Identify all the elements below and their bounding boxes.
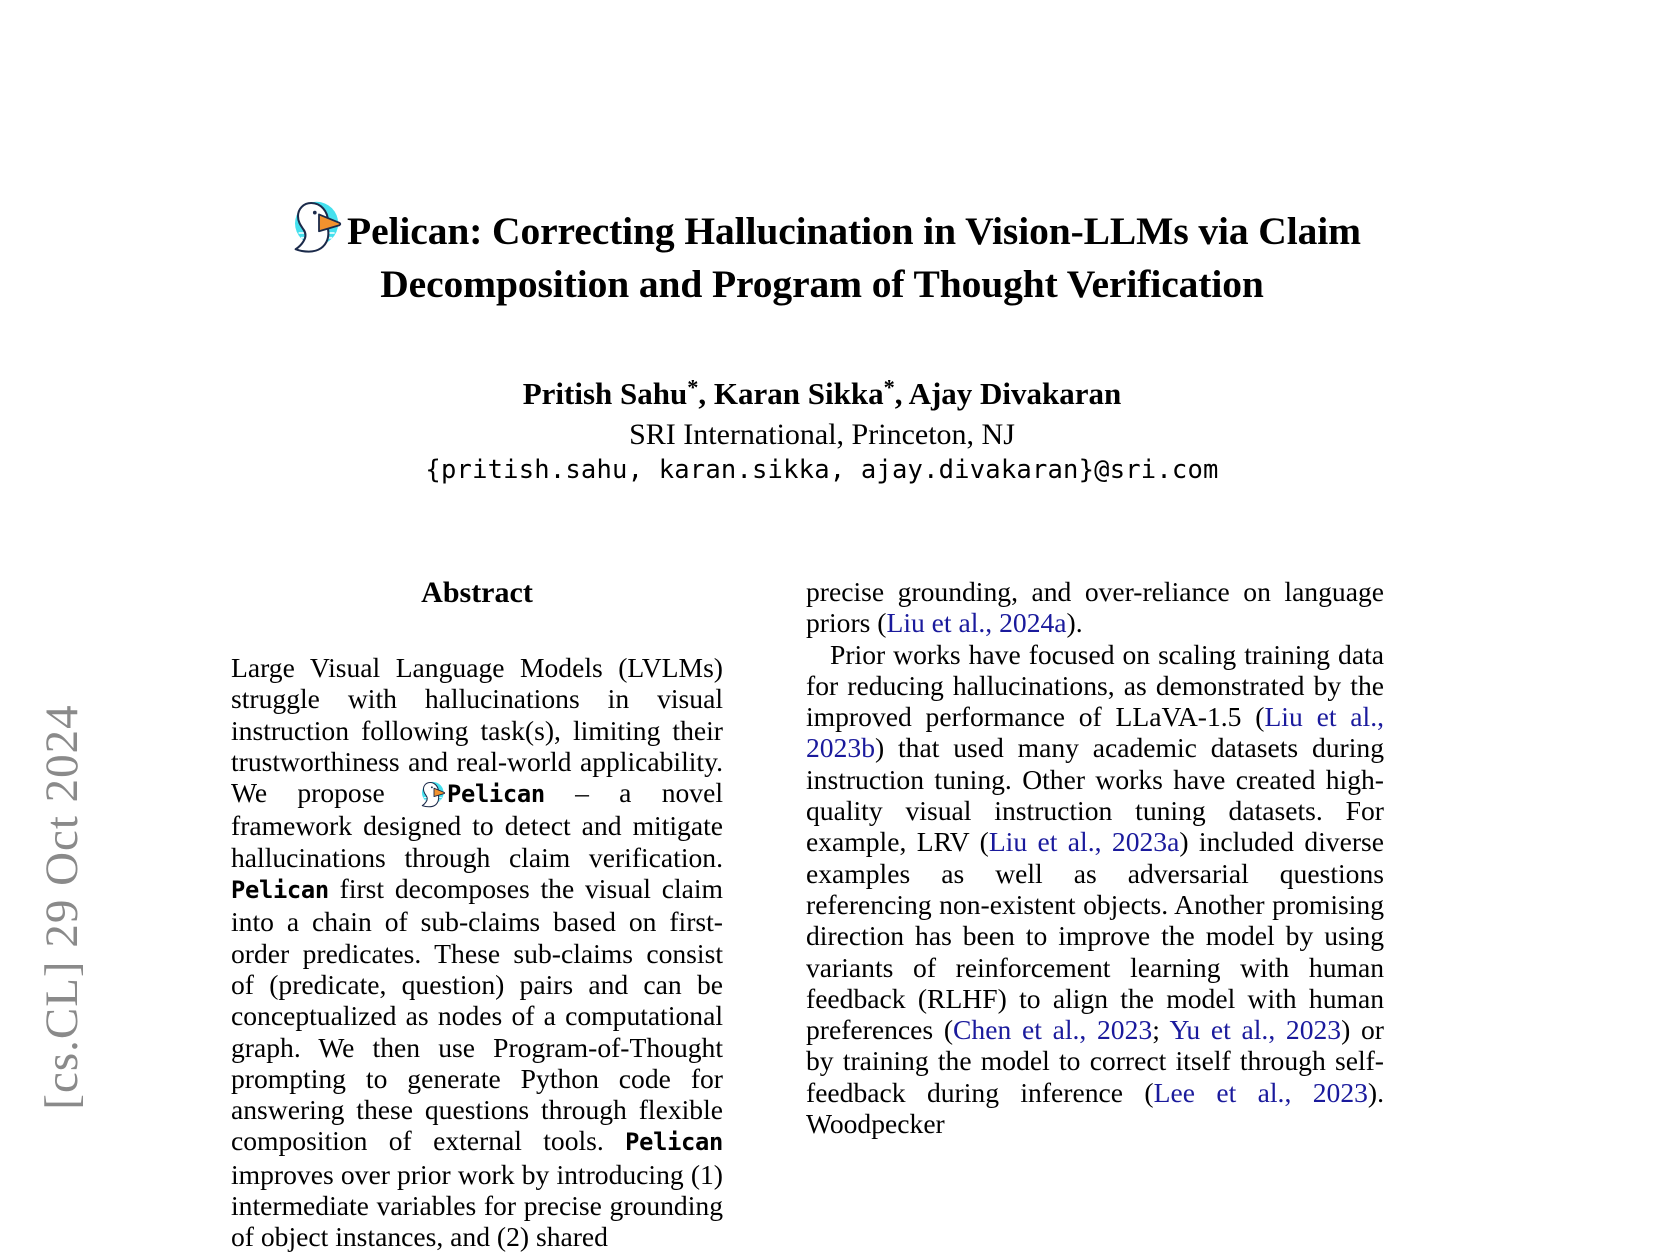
citation-link[interactable]: , 2023b xyxy=(806,701,1384,764)
intro-p2-part-3: ) included diverse examples as well as adversarial questions referencing non-existent objects. Another promising direction has been to improve the model by using variants of reinforcement learning with human feedback (RLHF) to align the model with human preferences ( xyxy=(806,826,1384,1046)
affiliation: SRI International, Princeton, NJ xyxy=(629,418,1015,451)
paper-title-line-2: Decomposition and Program of Thought Verification xyxy=(380,262,1264,306)
author-list xyxy=(232,373,1412,414)
left-column xyxy=(231,576,723,1253)
citation-link[interactable]: Chen et al., 2023 xyxy=(953,1014,1153,1046)
system-name-1: Pelican xyxy=(446,780,545,809)
intro-p1-part-2: ). xyxy=(1066,607,1083,639)
author-separator-2: , xyxy=(894,376,909,411)
pelican-logo-icon-inline xyxy=(416,779,446,810)
citation-link[interactable]: Yu et al., 2023 xyxy=(1169,1014,1342,1046)
abstract-heading: Abstract xyxy=(421,576,533,609)
author-2-footnote-marker: * xyxy=(883,374,895,400)
intro-p2-sep: ; xyxy=(1152,1014,1170,1046)
author-name-3: Ajay Divakaran xyxy=(908,376,1122,411)
arxiv-stamp: [cs.CL] 29 Oct 2024 xyxy=(36,704,88,1110)
author-emails: {pritish.sahu, karan.sikka, ajay.divakaran}@sri.com xyxy=(425,455,1219,485)
intro-p2-part-4: ) or by training the model to correct itself through self-feedback during inference ( xyxy=(806,1014,1384,1108)
abstract-part-3: first decomposes the visual claim into a chain of sub-claims based on first-order predicates. These sub-claims consist of (predicate, question) pairs and can be conceptualized as nodes of a computational graph. We then use Program-of-Thought prompting to generate Python code for answering these questions through flexible composition of external tools. xyxy=(231,873,723,1157)
abstract-part-1: Large Visual Language Models (LVLMs) struggle with hallucinations in visual instruction following task(s), limiting their trustworthiness and real-world applicability. We propose xyxy=(231,652,723,809)
system-name-2: Pelican xyxy=(231,876,329,905)
author-separator-1: , xyxy=(698,376,714,411)
citation-link[interactable]: Liu et al., 2024a xyxy=(886,607,1067,639)
author-name-2: Karan Sikka xyxy=(713,376,884,411)
author-1-footnote-marker: * xyxy=(687,374,699,400)
paper-title-line-1: Pelican: Correcting Hallucination in Vision-LLMs via Claim xyxy=(347,209,1361,253)
citation-link[interactable]: Lee et al., 2023 xyxy=(1153,1076,1368,1108)
author-name-1: Pritish Sahu xyxy=(522,376,688,411)
title-block xyxy=(232,196,1412,310)
intro-paragraph-2 xyxy=(806,639,1384,1140)
citation-link[interactable]: Liu et al. xyxy=(1264,701,1378,733)
right-column xyxy=(806,576,1384,1139)
intro-p2-part-5: ). Woodpecker xyxy=(806,1076,1385,1140)
abstract-part-2: – a novel framework designed to detect and mitigate hallucinations through claim verification. xyxy=(231,777,723,873)
citation-link[interactable]: Liu et al., 2023a xyxy=(988,826,1180,858)
abstract-part-4: improves over prior work by introducing (1) intermediate variables for precise grounding of object instances, and (2) shared xyxy=(231,1158,723,1253)
intro-p1-part-1: precise grounding, and over-reliance on language priors ( xyxy=(806,576,1384,639)
system-name-3: Pelican xyxy=(625,1128,723,1157)
intro-p2-part-2: ) that used many academic datasets during instruction tuning. Other works have created high-quality visual instruction tuning datasets. For example, LRV ( xyxy=(806,732,1384,858)
paper-title xyxy=(232,196,1412,310)
intro-p2-part-1: Prior works have focused on scaling training data for reducing hallucinations, as demonstrated by the improved performance of LLaVA-1.5 ( xyxy=(806,638,1384,733)
intro-paragraph-1 xyxy=(806,576,1384,639)
abstract-text xyxy=(231,652,723,1253)
pelican-logo-icon xyxy=(283,196,343,258)
